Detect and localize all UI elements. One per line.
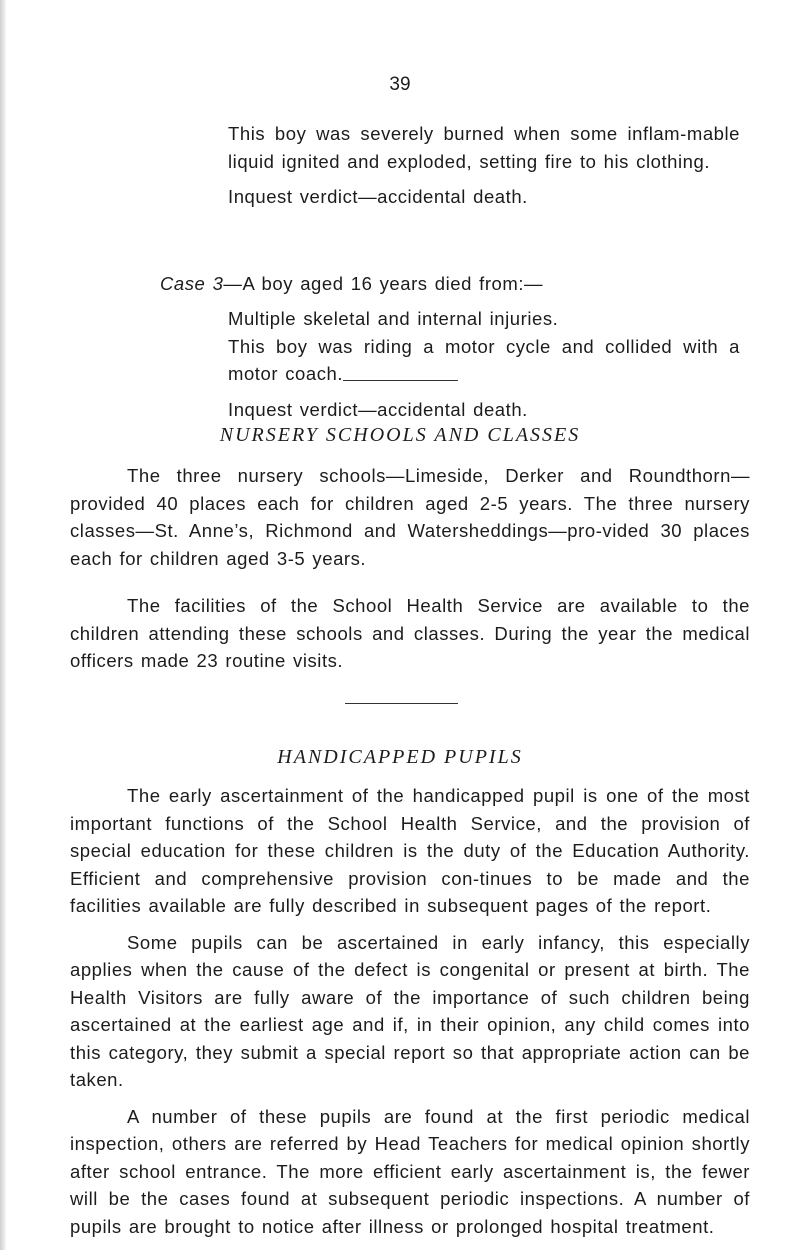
page-number: 39	[389, 74, 411, 95]
section-divider	[343, 380, 458, 381]
page-edge-shadow	[0, 0, 6, 1250]
case-3-verdict: Inquest verdict—accidental death.	[228, 398, 528, 420]
case-3-details	[228, 305, 740, 423]
handicapped-heading: HANDICAPPED PUPILS	[277, 746, 523, 768]
case-3-injuries: Multiple skeletal and internal injuries.	[228, 308, 559, 329]
nursery-section	[70, 462, 750, 675]
case-2-description: This boy was severely burned when some inflam-mable liquid ignited and exploded, setting fire to his clothing.	[228, 123, 740, 172]
handicapped-paragraph-3: A number of these pupils are found at the first periodic medical inspection, others are referred by Head Teachers for medical opinion shortly after school entrance. The more efficient early ascertainment is, the fewer will be the cases found at subsequent periodic inspections. A number of pupils are brought to notice after illness or prolonged hospital treatment.	[70, 1105, 750, 1237]
case-2-continuation	[228, 120, 740, 211]
case-2-verdict: Inquest verdict—accidental death.	[228, 186, 528, 207]
case-3-intro-text: —A boy aged 16 years died from:—	[223, 273, 544, 294]
case-3-description: This boy was riding a motor cycle and collided with a motor coach.	[228, 335, 740, 384]
nursery-heading: NURSERY SCHOOLS AND CLASSES	[219, 424, 581, 446]
handicapped-paragraph-1: The early ascertainment of the handicapped pupil is one of the most important functions of the School Health Service, and the provision of special education for these children is the duty of the Education Authority. Efficient and comprehensive provision con-tinues to be made and the facilities available are fully described in subsequent pages of the report.	[70, 785, 750, 916]
nursery-paragraph-1: The three nursery schools—Limeside, Derker and Roundthorn—provided 40 places each for children aged 2-5 years. The three nursery classes—St. Anne’s, Richmond and Watersheddings—pro-vided 30 places each for children aged 3-5 years.	[70, 465, 750, 569]
nursery-paragraph-2: The facilities of the School Health Service are available to the children attending these schools and classes. During the year the medical officers made 23 routine visits.	[70, 595, 750, 671]
case-3-intro	[160, 270, 750, 298]
section-divider	[345, 703, 458, 704]
case-3-label: Case 3	[160, 273, 224, 294]
handicapped-section	[70, 782, 750, 1240]
handicapped-paragraph-2: Some pupils can be ascertained in early infancy, this especially applies when the cause of the defect is congenital or present at birth. The Health Visitors are fully aware of the importance of such children being ascertained at the earliest age and if, in their opinion, any child comes into this category, they submit a special report so that appropriate action can be taken.	[70, 931, 750, 1090]
